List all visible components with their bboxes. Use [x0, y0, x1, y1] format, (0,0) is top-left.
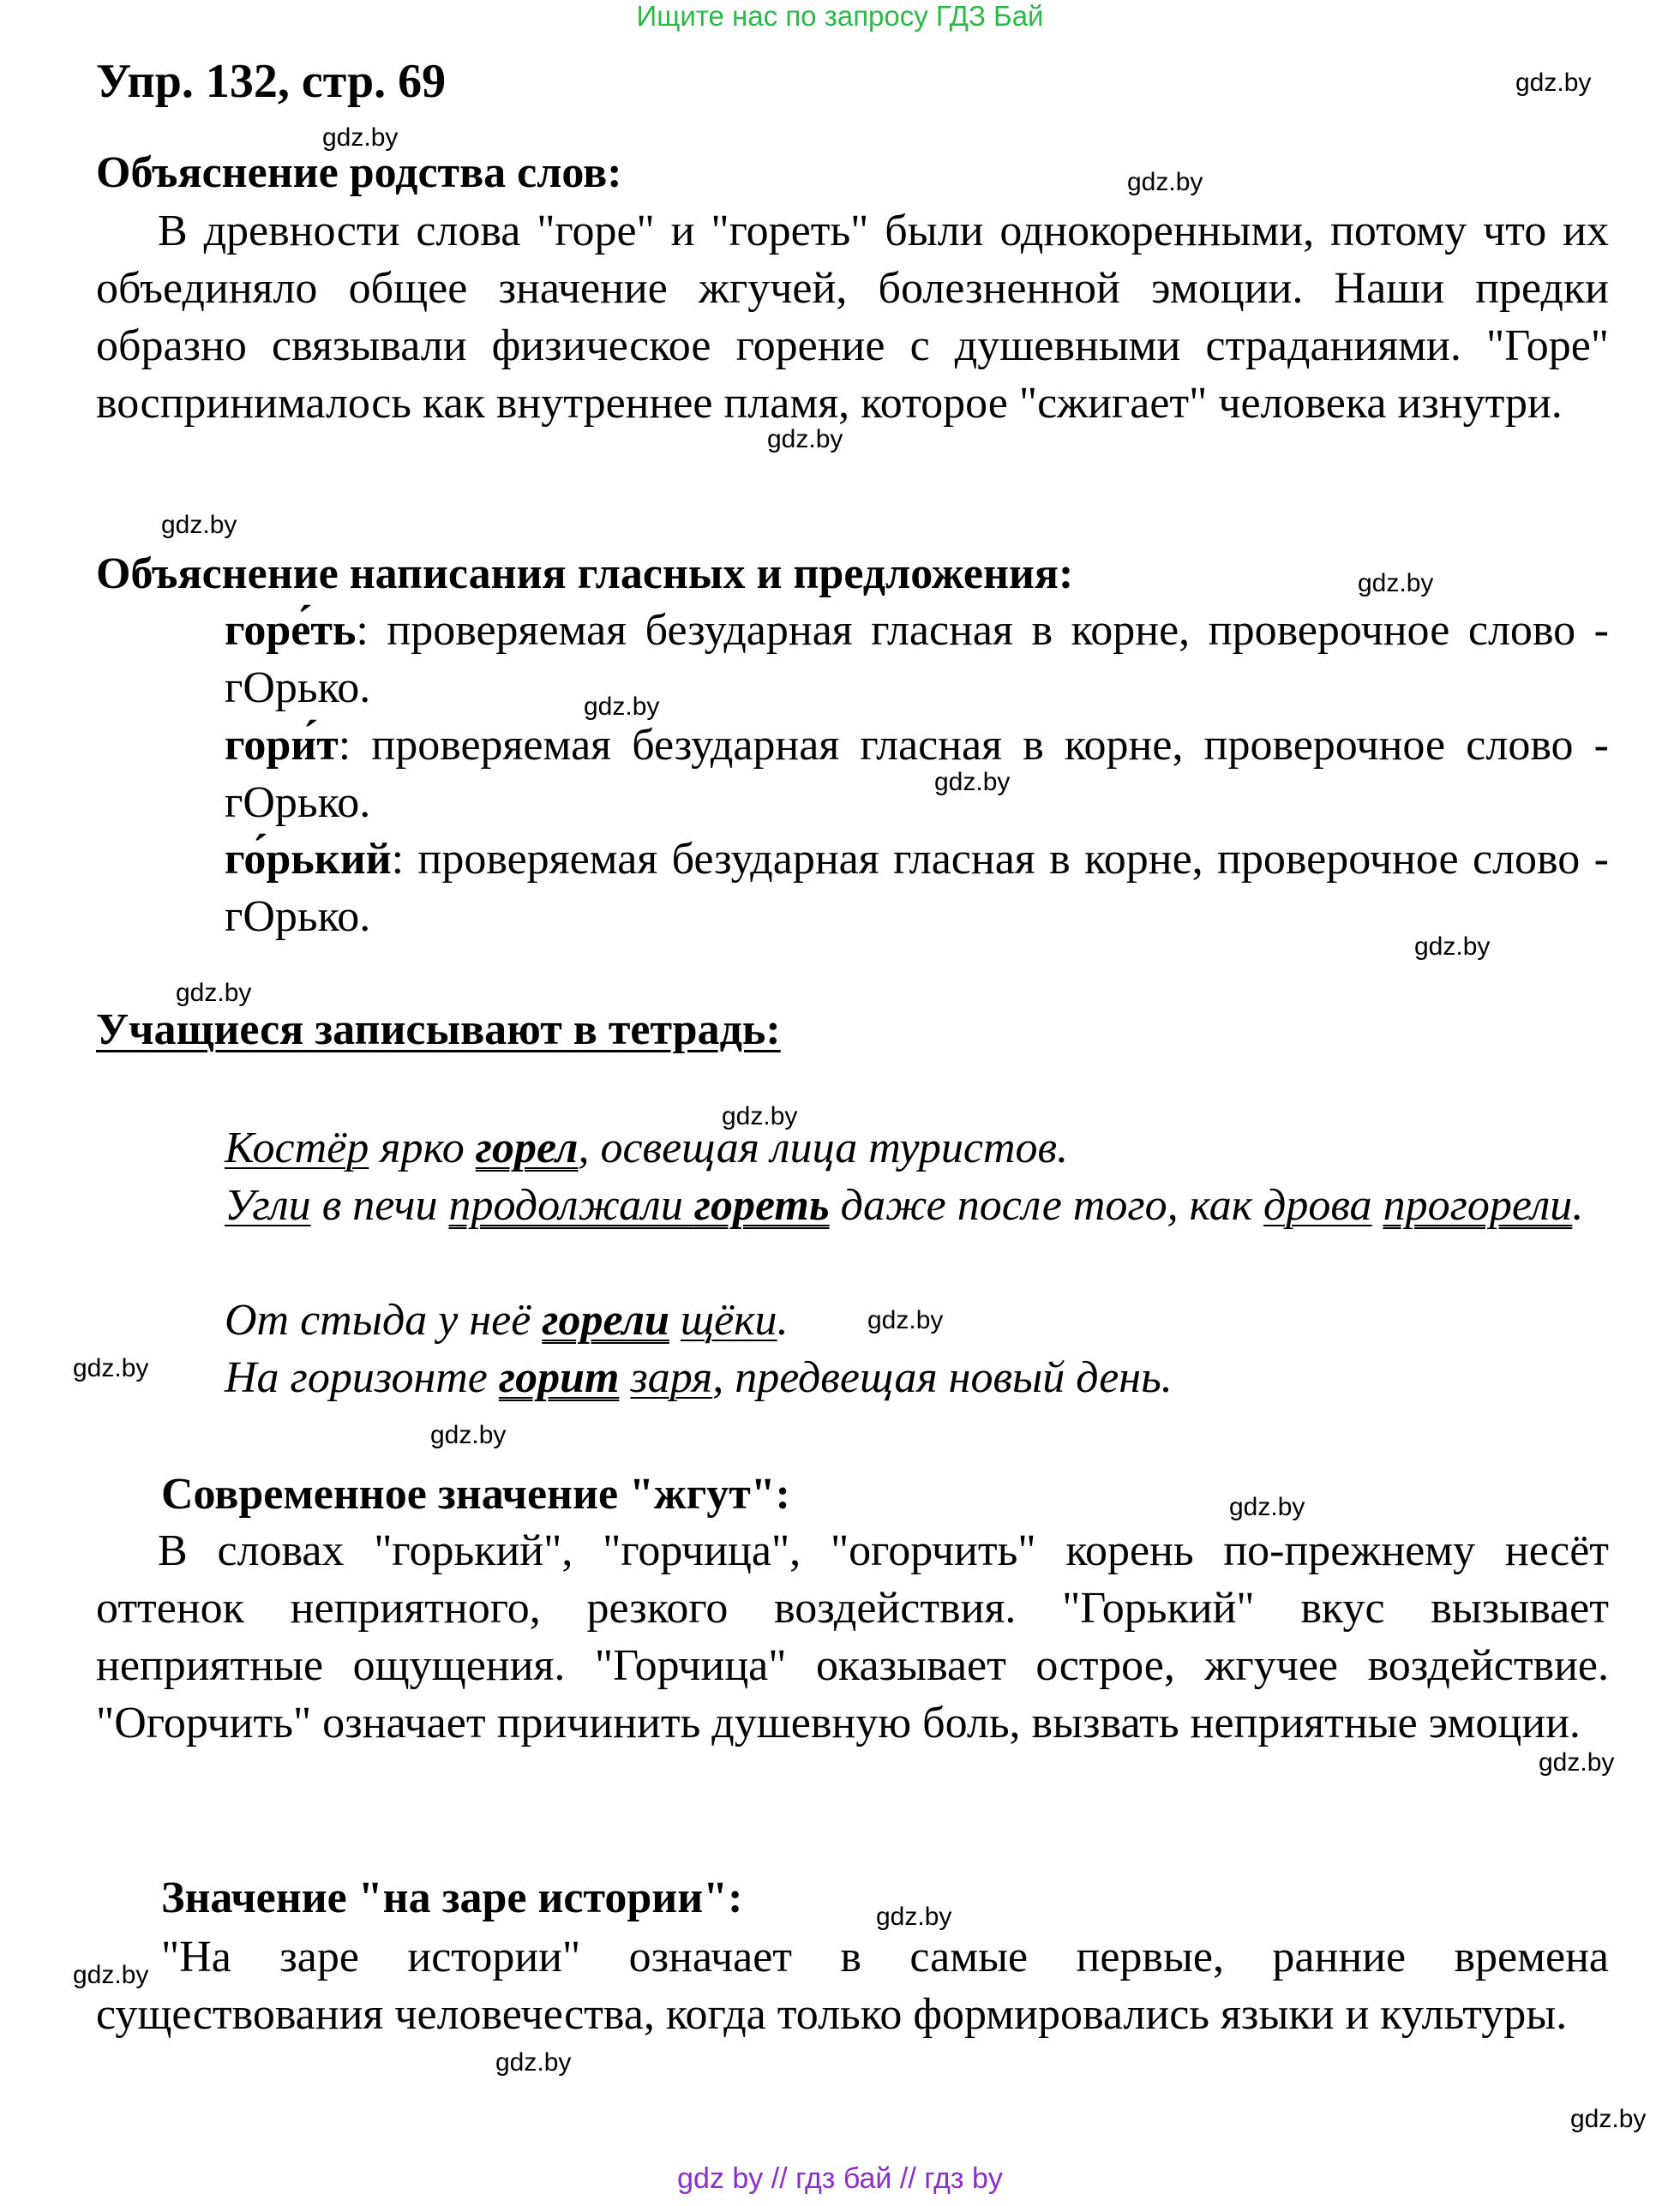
- section5-text-content: "На заре истории" означает в самые первые, ранние времена существования человечества, когда только формировались языки и культуры.: [96, 1933, 1609, 2039]
- subject: дрова: [1263, 1181, 1372, 1230]
- item-explanation: : проверяемая безударная гласная в корне, проверочное слово - гОрько.: [225, 606, 1609, 712]
- watermark: gdz.by: [161, 511, 237, 539]
- subject: щёки: [680, 1296, 777, 1345]
- item-word: горе́ть: [225, 606, 357, 655]
- watermark: gdz.by: [767, 425, 843, 453]
- section1-text-content: В древности слова "горе" и "гореть" были однокоренными, потому что их объединяло общее значение жгучей, болезненной эмоции. Наши предки образно связывали физическое горение с душевными страданиями. "Горе" воспринималось как внутреннее пламя, которое "сжигает" человека изнутри.: [96, 207, 1609, 428]
- watermark: gdz.by: [176, 979, 252, 1007]
- item-word: го́рький: [225, 835, 392, 884]
- section1-text: [96, 202, 1609, 432]
- watermark: gdz.by: [430, 1421, 507, 1449]
- text-fragment: в печи: [310, 1181, 449, 1230]
- watermark: gdz.by: [867, 1306, 944, 1334]
- section3-heading: Учащиеся записывают в тетрадь:: [96, 1005, 781, 1054]
- watermark: gdz.by: [322, 123, 399, 152]
- text-fragment: , освещая лица туристов.: [578, 1124, 1069, 1172]
- predicate: прогорели: [1383, 1181, 1573, 1230]
- watermark: gdz.by: [584, 692, 660, 721]
- example-sentence-1: [225, 1119, 1609, 1177]
- spelling-item-2: [225, 716, 1609, 831]
- subject: заря: [630, 1353, 713, 1402]
- example-sentence-4: [225, 1349, 1609, 1406]
- watermark: gdz.by: [495, 2048, 572, 2077]
- predicate: горели: [542, 1296, 669, 1345]
- watermark: gdz.by: [1229, 1493, 1305, 1521]
- spelling-item-1: [225, 602, 1609, 716]
- watermark: gdz.by: [1127, 168, 1203, 196]
- watermark: gdz.by: [1570, 2105, 1647, 2133]
- item-explanation: : проверяемая безударная гласная в корне, проверочное слово - гОрько.: [225, 835, 1609, 941]
- text-fragment: даже после того, как: [829, 1181, 1264, 1230]
- item-explanation: : проверяемая безударная гласная в корне, проверочное слово - гОрько.: [225, 721, 1609, 827]
- text-fragment: [619, 1353, 630, 1402]
- watermark: gdz.by: [1515, 69, 1592, 97]
- predicate-part: продолжали: [448, 1181, 694, 1230]
- text-fragment: [669, 1296, 681, 1345]
- text-fragment: На горизонте: [225, 1353, 499, 1402]
- subject: Угли: [225, 1181, 311, 1230]
- text-fragment: От стыда у неё: [225, 1296, 543, 1345]
- text-fragment: , предвещая новый день.: [712, 1353, 1173, 1402]
- watermark: gdz.by: [1358, 569, 1434, 597]
- section1-heading: Объяснение родства слов:: [96, 148, 622, 197]
- predicate: горел: [475, 1124, 579, 1172]
- predicate: горит: [498, 1353, 620, 1402]
- watermark: gdz.by: [934, 768, 1011, 796]
- footer-links: gdz by // гдз бай // гдз by: [677, 2162, 1003, 2195]
- text-fragment: [1372, 1181, 1383, 1230]
- text-fragment: .: [777, 1296, 789, 1345]
- item-word: гори́т: [225, 721, 339, 770]
- top-banner: Ищите нас по запросу ГДЗ Бай: [636, 0, 1044, 32]
- section2-heading: Объяснение написания гласных и предложения:: [96, 549, 1074, 598]
- section4-text: [96, 1522, 1609, 1752]
- example-sentence-2: [225, 1177, 1609, 1234]
- watermark: gdz.by: [1539, 1748, 1615, 1777]
- watermark: gdz.by: [722, 1102, 798, 1130]
- watermark: gdz.by: [876, 1903, 952, 1931]
- section5-heading: Значение "на заре истории":: [161, 1873, 743, 1922]
- text-fragment: ярко: [369, 1124, 476, 1172]
- text-fragment: .: [1572, 1181, 1584, 1230]
- watermark: gdz.by: [1414, 932, 1491, 961]
- watermark: gdz.by: [73, 1354, 149, 1382]
- section5-text: [96, 1928, 1609, 2043]
- subject: Костёр: [225, 1124, 369, 1172]
- predicate: гореть: [693, 1181, 830, 1230]
- spelling-item-3: [225, 830, 1609, 945]
- section4-heading: Современное значение "жгут":: [161, 1470, 790, 1519]
- watermark: gdz.by: [73, 1961, 149, 1989]
- page-title: Упр. 132, стр. 69: [96, 55, 447, 108]
- section4-text-content: В словах "горький", "горчица", "огорчить" корень по-прежнему несёт оттенок неприятного, резкого воздействия. "Горький" вкус вызывает неприятные ощущения. "Горчица" оказывает острое, жгучее воздействие. "Огорчить" означает причинить душевную боль, вызвать неприятные эмоции.: [96, 1526, 1609, 1747]
